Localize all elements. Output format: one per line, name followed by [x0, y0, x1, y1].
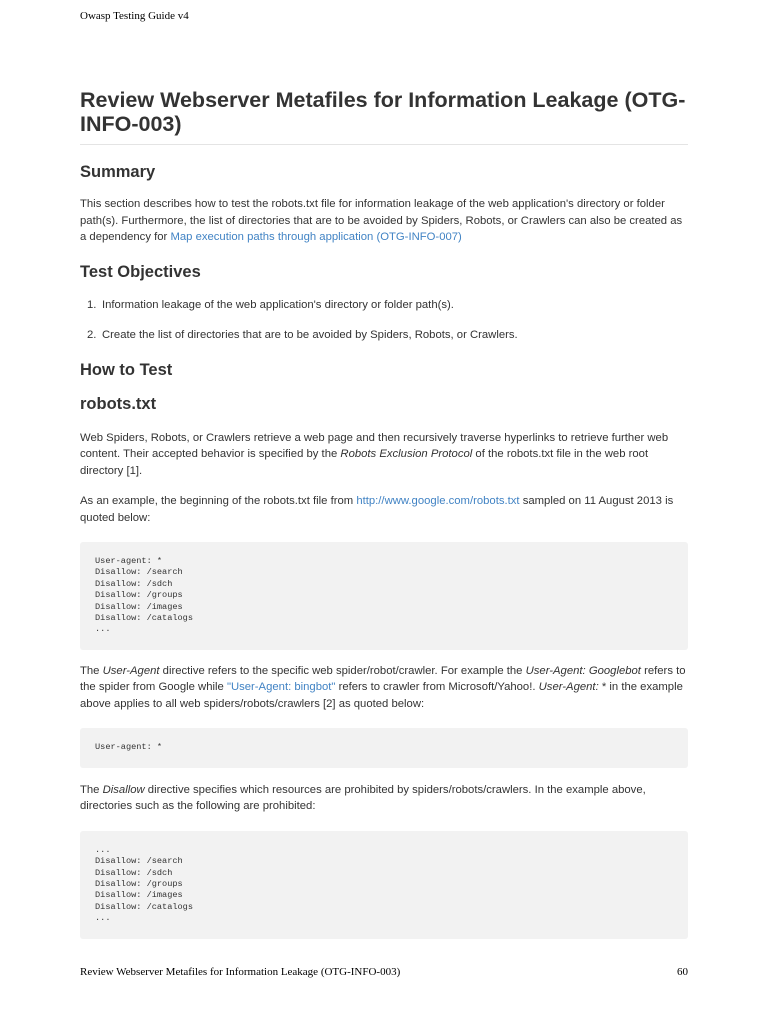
running-footer: [80, 966, 688, 978]
document-body: [80, 88, 688, 939]
code-block-user-agent: User-agent: *: [80, 728, 688, 767]
example-paragraph: [80, 493, 688, 526]
text-run: directive specifies which resources are prohibited by spiders/robots/crawlers. In the example above, directories such as the following are prohibited:: [80, 783, 646, 813]
user-agent-term: User-Agent: [102, 664, 160, 677]
summary-paragraph: [80, 196, 688, 246]
user-agent-wildcard-term: User-Agent:: [538, 681, 599, 694]
code-block-disallow: ... Disallow: /search Disallow: /sdch Disallow: /groups Disallow: /images Disallow: /catalogs ...: [80, 831, 688, 939]
text-run: directive refers to the specific web spider/robot/crawler. For example the: [159, 664, 526, 677]
summary-text: This section describes how to test the robots.txt file for information leakage of the web application's directory or folder path(s). Furthermore, the list of directories that are to be avoided by Spiders, Robots, or Crawlers can also be created as a dependency for: [80, 198, 683, 243]
robots-txt-heading: robots.txt: [80, 394, 157, 413]
text-run: of the robots.txt file in the web root directory [1].: [80, 448, 649, 477]
list-item-number: 1.: [87, 298, 97, 311]
text-run: The: [80, 664, 103, 677]
text-run: Web Spiders, Robots, or Crawlers retrieve a web page and then recursively traverse hyperlinks to retrieve further web content. Their accepted behavior is specified by the: [80, 431, 669, 460]
text-run: As an example, the beginning of the robots.txt file from: [80, 495, 357, 507]
page-number: 60: [677, 966, 688, 978]
running-header: Owasp Testing Guide v4: [80, 10, 189, 22]
map-execution-paths-link[interactable]: Map execution paths through application (OTG-INFO-007): [170, 231, 462, 243]
how-to-test-heading: How to Test: [80, 360, 173, 379]
text-run: refers to the spider from Google while: [80, 664, 686, 694]
objectives-heading: Test Objectives: [80, 262, 201, 281]
page-title: Review Webserver Metafiles for Information Leakage (OTG-INFO-003): [80, 88, 688, 145]
disallow-term: Disallow: [102, 783, 145, 796]
list-item: [80, 327, 688, 343]
bingbot-link[interactable]: "User-Agent: bingbot": [226, 681, 336, 694]
summary-heading: Summary: [80, 163, 156, 181]
googlebot-term: User-Agent: Googlebot: [525, 664, 641, 677]
list-item: [80, 297, 688, 313]
code-block-robots-example: User-agent: * Disallow: /search Disallow: /sdch Disallow: /groups Disallow: /images Disallow: /catalogs ...: [80, 542, 688, 650]
text-run: sampled on 11 August 2013 is quoted below:: [80, 495, 674, 524]
text-run: * in the example above applies to all web spiders/robots/crawlers [2] as quoted below:: [80, 681, 683, 710]
list-item-text: Create the list of directories that are to be avoided by Spiders, Robots, or Crawlers.: [102, 328, 518, 341]
text-run: refers to crawler from Microsoft/Yahoo!.: [335, 681, 539, 694]
disallow-paragraph: [80, 782, 688, 815]
text-run: The: [80, 783, 103, 796]
google-robots-link[interactable]: http://www.google.com/robots.txt: [356, 495, 520, 507]
list-item-text: Information leakage of the web application's directory or folder path(s).: [102, 298, 454, 311]
objectives-list: [80, 297, 688, 343]
list-item-number: 2.: [87, 328, 97, 341]
robots-exclusion-protocol-term: Robots Exclusion Protocol: [340, 448, 473, 460]
robots-intro-paragraph: [80, 430, 688, 480]
user-agent-paragraph: [80, 663, 688, 713]
footer-title: Review Webserver Metafiles for Information Leakage (OTG-INFO-003): [80, 966, 401, 978]
